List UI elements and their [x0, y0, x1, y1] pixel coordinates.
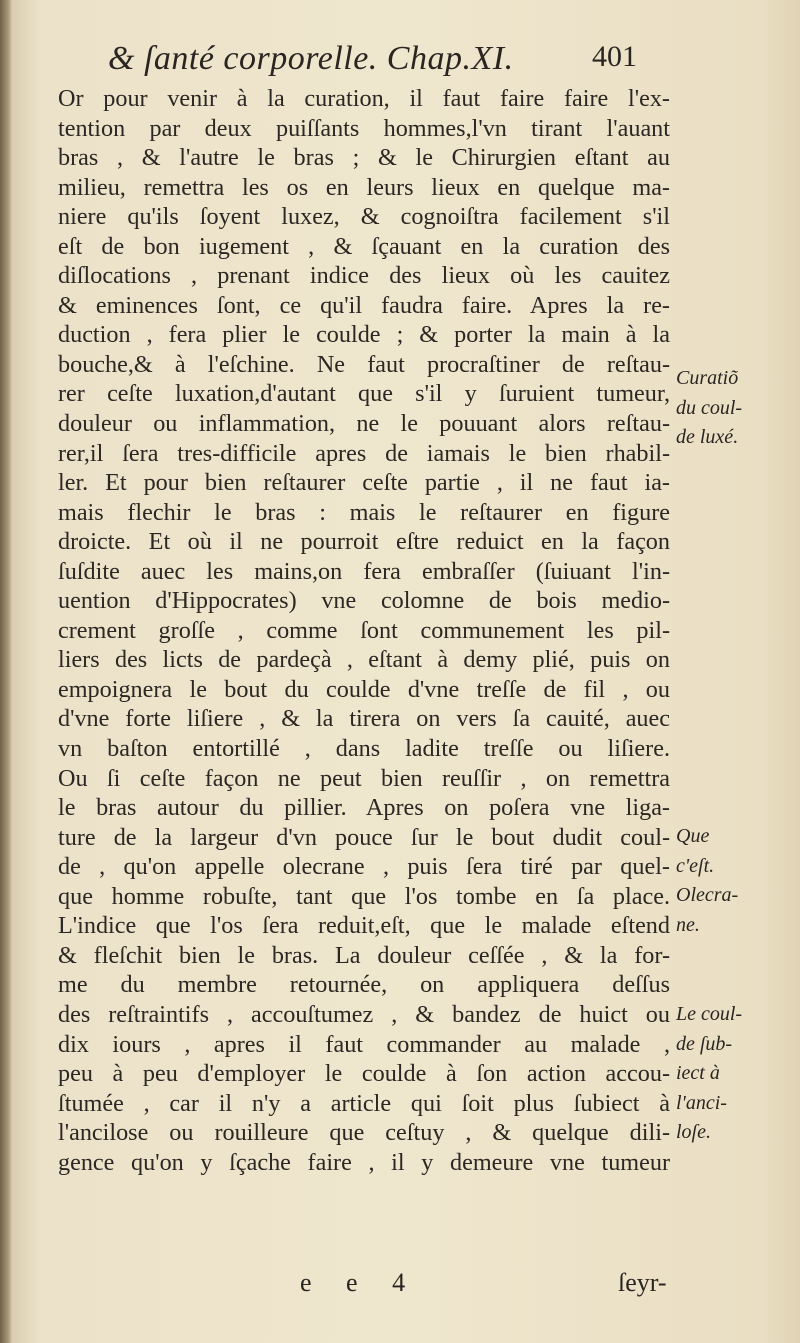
- margin-note-line: Curatiõ: [676, 367, 739, 389]
- text-line: diſlocations , prenant indice des lieux où les cauitez: [58, 262, 670, 290]
- text-line: le bras autour du pillier. Apres on poſera vne liga-: [58, 794, 670, 822]
- text-line: dix iours , apres il faut commander au malade ,: [58, 1030, 670, 1058]
- text-line: douleur ou inflammation, ne le pouuant alors reſtau-: [58, 410, 670, 438]
- text-line: bouche,& à l'eſchine. Ne faut procraſtiner de reſtau-: [58, 350, 670, 378]
- signature-mark: e e 4: [300, 1268, 420, 1297]
- margin-note-line: de luxé.: [676, 426, 739, 449]
- text-line: rer,il ſera tres-difficile apres de iamais le bien rhabil-: [58, 439, 670, 467]
- text-line: gence qu'on y ſçache faire , il y demeure vne tumeur: [58, 1148, 670, 1176]
- text-line: peu à peu d'employer le coulde à ſon action accou-: [58, 1060, 670, 1088]
- text-line: eſt de bon iugement , & ſçauant en la curation des: [58, 232, 670, 260]
- text-line: crement groſſe , comme ſont communement les pil-: [58, 616, 670, 644]
- page-spine-shadow: [0, 0, 12, 1343]
- text-line: uention d'Hippocrates) vne colomne de bois medio-: [58, 587, 670, 615]
- running-title: & ſanté corporelle. Chap.XI.: [108, 40, 514, 77]
- text-line: vn baſton entortillé , dans ladite treſſe ou liſiere.: [58, 735, 670, 763]
- text-line: droicte. Et où il ne pourroit eſtre reduict en la façon: [58, 528, 670, 556]
- margin-note-line: c'eſt.: [676, 854, 715, 877]
- text-line: milieu, remettra les os en leurs lieux en quelque ma-: [58, 173, 670, 201]
- text-line: niere qu'ils ſoyent luxez, & cognoiſtra facilement s'il: [58, 203, 670, 231]
- text-line: & eminences ſont, ce qu'il faudra faire. Apres la re-: [58, 291, 670, 319]
- text-line: Ou ſi ceſte façon ne peut bien reuſſir , on remettra: [58, 764, 670, 792]
- text-line: Or pour venir à la curation, il faut faire faire l'ex-: [58, 85, 670, 112]
- margin-note-line: Le coul-: [676, 1003, 743, 1025]
- margin-note-line: de ſub-: [676, 1032, 733, 1055]
- text-line: ſtumée , car il n'y a article qui ſoit plus ſubiect à: [58, 1089, 670, 1117]
- text-line: d'vne forte liſiere , & la tirera on vers ſa cauité, auec: [58, 705, 670, 733]
- text-line: mais flechir le bras : mais le reſtaurer en figure: [58, 498, 670, 526]
- text-line: rer ceſte luxation,d'autant que s'il y ſuruient tumeur,: [58, 380, 670, 408]
- text-line: me du membre retournée, on appliquera deſſus: [58, 971, 670, 999]
- text-line: empoignera le bout du coulde d'vne treſſe de fil , ou: [58, 675, 670, 703]
- text-line: ſuſdite auec les mains,on fera embraſſer (ſuiuant l'in-: [58, 557, 670, 585]
- text-line: liers des licts de pardeçà , eſtant à demy plié, puis on: [58, 646, 670, 674]
- margin-note-line: loſe.: [676, 1121, 711, 1144]
- margin-note-line: ne.: [676, 913, 700, 936]
- text-line: ler. Et pour bien reſtaurer ceſte partie , il ne faut ia-: [58, 469, 670, 497]
- text-line: de , qu'on appelle olecrane , puis ſera tiré par quel-: [58, 853, 670, 881]
- text-line: des reſtraintifs , accouſtumez , & bandez de huict ou: [58, 1000, 670, 1028]
- text-line: ture de la largeur d'vn pouce ſur le bout dudit coul-: [58, 823, 670, 851]
- margin-note-olecrane: [676, 822, 796, 940]
- text-line: duction , fera plier le coulde ; & porter la main à la: [58, 321, 670, 349]
- margin-note-line: Que: [676, 825, 710, 847]
- page-number: 401: [592, 40, 637, 73]
- text-line: tention par deux puiſſants hommes,l'vn tirant l'auant: [58, 114, 670, 142]
- text-line: l'ancilose ou rouilleure que ceſtuy , & quelque dili-: [58, 1119, 670, 1147]
- margin-note-line: du coul-: [676, 396, 743, 419]
- margin-note-curation: [676, 364, 796, 453]
- text-line: & fleſchit bien le bras. La douleur ceſſée , & la for-: [58, 941, 670, 969]
- text-line: que homme robuſte, tant que l'os tombe en ſa place.: [58, 882, 670, 910]
- margin-note-line: Olecra-: [676, 884, 739, 907]
- body-text: [58, 84, 670, 1177]
- text-line: L'indice que l'os ſera reduit,eſt, que le malade eſtend: [58, 912, 670, 940]
- text-line: bras , & l'autre le bras ; & le Chirurgien eſtant au: [58, 144, 670, 172]
- margin-note-line: l'anci-: [676, 1091, 727, 1114]
- margin-note-line: iect à: [676, 1062, 720, 1085]
- margin-note-ancilose: [676, 1000, 796, 1148]
- catchword: ſeyr-: [618, 1268, 667, 1297]
